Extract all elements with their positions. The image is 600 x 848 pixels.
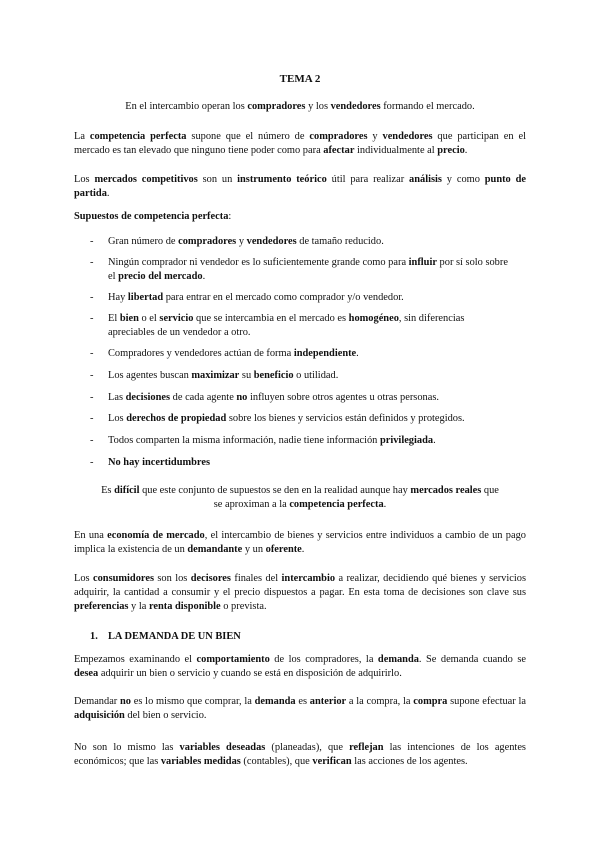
bold-term: privilegiada bbox=[379, 435, 434, 446]
section-heading-1 bbox=[90, 630, 241, 644]
bold-term: análisis bbox=[409, 174, 442, 185]
bold-term: compradores bbox=[309, 131, 368, 142]
bold-term: independiente bbox=[293, 348, 357, 359]
dificil-paragraph: Es difícil que este conjunto de supuestos se den en la realidad aunque hay mercados reales que se aproximan a la competencia perfecta. bbox=[101, 485, 499, 510]
bullet-dash: - bbox=[90, 457, 94, 468]
list-item-text: Compradores y vendedores actúan de forma independiente. bbox=[108, 348, 359, 359]
supuestos-heading bbox=[74, 210, 526, 224]
bold-term: decisores bbox=[190, 573, 231, 584]
bullet-dash: - bbox=[90, 257, 94, 268]
bullet-dash: - bbox=[90, 392, 94, 403]
empezamos-paragraph: Empezamos examinando el comportamiento de los compradores, la demanda. Se demanda cuando se desea adquirir un bien o servicio y cuando se está en disposición de adquirirlo. bbox=[74, 654, 527, 679]
list-item-text: Los derechos de propiedad sobre los bienes y servicios están definidos y protegidos. bbox=[108, 413, 465, 424]
bold-term: punto de partida bbox=[74, 174, 526, 199]
section-title: LA DEMANDA DE UN BIEN bbox=[108, 631, 241, 642]
bold-term: influir bbox=[408, 257, 437, 268]
bold-term: afectar bbox=[323, 145, 355, 156]
bold-term: decisiones bbox=[125, 392, 171, 403]
bold-term: demanda bbox=[377, 654, 419, 665]
bold-term: oferente bbox=[265, 544, 302, 555]
bold-term: competencia perfecta bbox=[289, 499, 384, 510]
variables-paragraph: No son lo mismo las variables deseadas (planeadas), que reflejan las intenciones de los agentes económicos; que las variables medidas (contables), que verifican las acciones de los agentes. bbox=[74, 742, 526, 767]
list-item-text: Los agentes buscan maximizar su beneficio o utilidad. bbox=[108, 370, 339, 381]
bullet-dash: - bbox=[90, 313, 94, 324]
bullet-dash: - bbox=[90, 370, 94, 381]
bold-term: derechos de propiedad bbox=[126, 413, 227, 424]
bold-term: competencia perfecta bbox=[89, 131, 187, 142]
list-item-text: Las decisiones de cada agente no influyen sobre otros agentes u otras personas. bbox=[108, 392, 439, 403]
bold-term: variables medidas bbox=[160, 756, 241, 767]
supuestos-heading-text: Supuestos de competencia perfecta bbox=[74, 211, 229, 222]
competencia-paragraph: La competencia perfecta supone que el número de compradores y vendedores que participan en el mercado es tan elevado que ninguno tiene poder como para afectar individualmente al precio. bbox=[74, 131, 526, 156]
bullet-dash: - bbox=[90, 348, 94, 359]
list-item-text: Ningún comprador ni vendedor es lo suficientemente grande como para influir por sí solo sobre el precio del mercado. bbox=[108, 257, 508, 282]
bold-term: demanda bbox=[254, 696, 296, 707]
bold-term: precio del mercado bbox=[118, 271, 203, 282]
bold-term: vendedores bbox=[382, 131, 433, 142]
bold-term: no bbox=[236, 392, 248, 403]
bold-term: preferencias bbox=[74, 601, 129, 612]
bold-term: no bbox=[120, 696, 132, 707]
bullet-dash: - bbox=[90, 413, 94, 424]
consumidores-paragraph: Los consumidores son los decisores finales del intercambio a realizar, decidiendo qué bienes y servicios adquirir, la cantidad a consumir y el precio dispuestos a pagar. En esta toma de decisiones son clave sus preferencias y la renta disponible o prevista. bbox=[74, 573, 526, 612]
bold-term: No hay incertidumbres bbox=[108, 457, 210, 468]
bold-term: reflejan bbox=[349, 742, 384, 753]
bold-term: verifican bbox=[312, 756, 352, 767]
bullet-dash: - bbox=[90, 292, 94, 303]
section-number: 1. bbox=[90, 631, 98, 642]
bold-term: variables deseadas bbox=[179, 742, 266, 753]
bullet-dash: - bbox=[90, 236, 94, 247]
bold-term: compradores bbox=[247, 101, 306, 112]
bold-term: vendedores bbox=[330, 101, 381, 112]
bold-term: precio bbox=[437, 145, 465, 156]
mercados-paragraph: Los mercados competitivos son un instrumento teórico útil para realizar análisis y como punto de partida. bbox=[74, 174, 526, 199]
bold-term: consumidores bbox=[92, 573, 154, 584]
bold-term: difícil bbox=[114, 485, 140, 496]
bold-term: mercados competitivos bbox=[94, 174, 198, 185]
bold-term: comportamiento bbox=[196, 654, 270, 665]
bold-term: renta disponible bbox=[148, 601, 221, 612]
bold-term: adquisición bbox=[74, 710, 125, 721]
supuestos-heading-colon: : bbox=[228, 211, 232, 222]
bold-term: mercados reales bbox=[410, 485, 482, 496]
list-item-text bbox=[108, 456, 510, 470]
list-item-text: Todos comparten la misma información, nadie tiene información privilegiada. bbox=[108, 435, 436, 446]
bold-term: desea bbox=[74, 668, 99, 679]
bold-term: libertad bbox=[127, 292, 164, 303]
bold-term: servicio bbox=[159, 313, 194, 324]
bold-term: vendedores bbox=[246, 236, 297, 247]
list-item-text: El bien o el servicio que se intercambia en el mercado es homogéneo, sin diferencias apreciables de un vendedor a otro. bbox=[108, 313, 465, 338]
economia-paragraph: En una economía de mercado, el intercambio de bienes y servicios entre individuos a cambio de un pago implica la existencia de un demandante y un oferente. bbox=[74, 530, 526, 555]
demandar-paragraph: Demandar no es lo mismo que comprar, la demanda es anterior a la compra, la compra supone efectuar la adquisición del bien o servicio. bbox=[74, 696, 527, 721]
list-item-text: Hay libertad para entrar en el mercado como comprador y/o vendedor. bbox=[108, 292, 404, 303]
intro-paragraph: En el intercambio operan los compradores y los vendedores formando el mercado. bbox=[125, 101, 475, 112]
bold-term: instrumento teórico bbox=[237, 174, 327, 185]
bold-term: beneficio bbox=[253, 370, 294, 381]
bold-term: intercambio bbox=[281, 573, 336, 584]
bold-term: maximizar bbox=[191, 370, 240, 381]
bold-term: compradores bbox=[178, 236, 237, 247]
bold-term: economía de mercado bbox=[107, 530, 205, 541]
bold-term: homogéneo bbox=[348, 313, 399, 324]
bold-term: bien bbox=[119, 313, 139, 324]
list-item-text: Gran número de compradores y vendedores de tamaño reducido. bbox=[108, 236, 384, 247]
page-title: TEMA 2 bbox=[279, 73, 321, 85]
bold-term: compra bbox=[413, 696, 448, 707]
bullet-dash: - bbox=[90, 435, 94, 446]
bold-term: demandante bbox=[187, 544, 243, 555]
bold-term: anterior bbox=[309, 696, 347, 707]
